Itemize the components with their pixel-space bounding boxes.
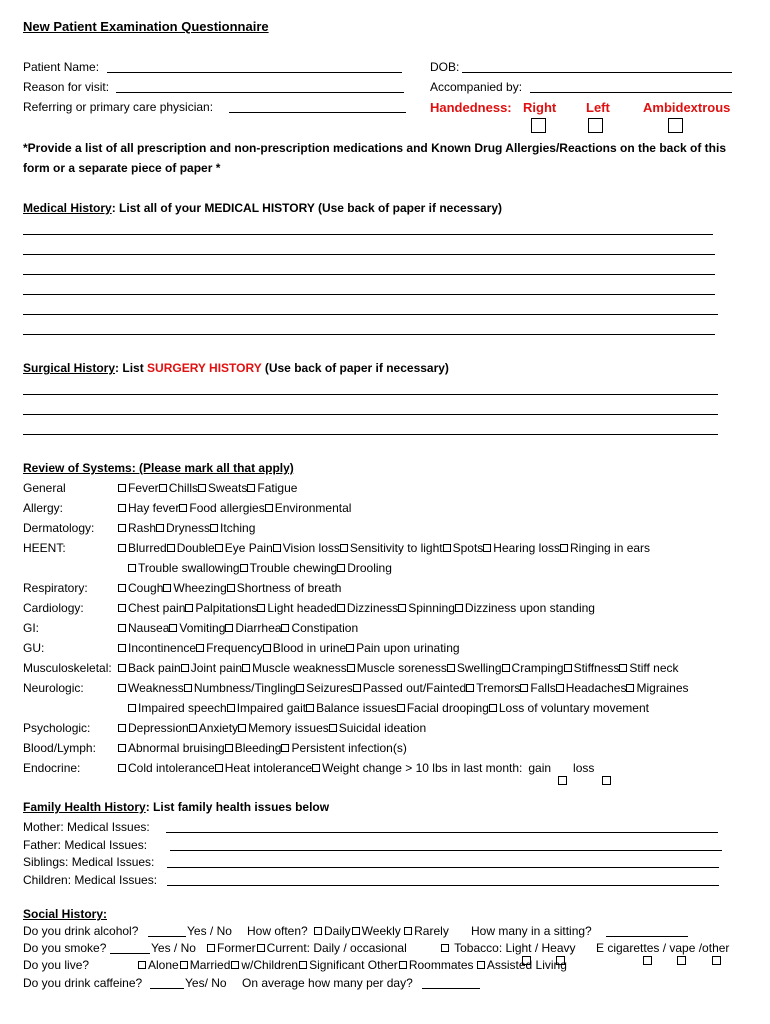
ros-option-label: Cold intolerance — [128, 761, 215, 775]
ros-checkbox[interactable] — [273, 544, 281, 552]
ros-checkbox[interactable] — [159, 484, 167, 492]
other-checkbox[interactable] — [712, 956, 721, 965]
ros-checkbox[interactable] — [353, 684, 361, 692]
ros-option-label: Dryness — [166, 521, 211, 535]
ros-row-label: Allergy: — [23, 501, 64, 515]
ros-checkbox[interactable] — [118, 624, 126, 632]
ros-checkbox[interactable] — [337, 604, 345, 612]
ros-checkbox[interactable] — [306, 704, 314, 712]
ros-checkbox[interactable] — [196, 644, 204, 652]
family-row-children: Children: Medical Issues: — [23, 873, 158, 887]
ros-row-options — [128, 561, 392, 576]
ros-checkbox[interactable] — [118, 544, 126, 552]
ros-option-label: Palpitations — [195, 601, 258, 615]
former-checkbox[interactable] — [207, 944, 215, 952]
patient-name-field[interactable] — [107, 72, 402, 73]
ros-option-label: Blurred — [128, 541, 167, 555]
ros-checkbox[interactable] — [185, 604, 193, 612]
ros-row-options — [118, 741, 407, 756]
ros-checkbox[interactable] — [118, 524, 126, 532]
ros-checkbox[interactable] — [118, 664, 126, 672]
weight-loss-label: loss — [573, 761, 595, 775]
weight-gain-label: gain — [528, 761, 552, 775]
ros-heading: Review of Systems: (Please mark all that apply) — [23, 461, 294, 475]
assisted-living-checkbox[interactable] — [477, 961, 485, 969]
family-row-siblings: Siblings: Medical Issues: — [23, 855, 155, 869]
ros-row-label: Neurologic: — [23, 681, 84, 695]
significant-other-checkbox[interactable] — [299, 961, 307, 969]
ros-row-label: GI: — [23, 621, 40, 635]
surgical-history-title: Surgical History — [23, 361, 116, 375]
social-history-heading: Social History: — [23, 907, 108, 921]
ros-option-label: Cough — [128, 581, 164, 595]
family-row-mother: Mother: Medical Issues: — [23, 820, 150, 834]
ros-option-label: Vomiting — [179, 621, 226, 635]
ros-option-label: Hearing loss — [493, 541, 560, 555]
ros-checkbox[interactable] — [483, 544, 491, 552]
ros-row-options — [118, 541, 650, 556]
ros-checkbox[interactable] — [227, 704, 235, 712]
children-label: w/Children — [241, 958, 299, 972]
ros-option-label: Memory issues — [248, 721, 329, 735]
accompanied-field[interactable] — [530, 92, 732, 93]
caffeine-answer-field[interactable] — [150, 988, 184, 989]
ros-option-label: Drooling — [347, 561, 392, 575]
family-mother-field[interactable] — [166, 832, 718, 833]
ros-row-options — [118, 601, 595, 616]
handedness-ambidextrous-checkbox[interactable] — [668, 118, 683, 133]
ros-checkbox[interactable] — [215, 544, 223, 552]
ros-option-label: Weight change > 10 lbs in last month: — [322, 761, 523, 775]
ros-checkbox[interactable] — [489, 704, 497, 712]
ros-option-label: Nausea — [128, 621, 170, 635]
ros-checkbox[interactable] — [240, 564, 248, 572]
handedness-ambidextrous-label: Ambidextrous — [643, 100, 731, 115]
ros-checkbox[interactable] — [247, 484, 255, 492]
ros-option-label: Sensitivity to light — [349, 541, 443, 555]
weight-loss-checkbox[interactable] — [602, 776, 611, 785]
weight-gain-checkbox[interactable] — [558, 776, 567, 785]
ros-checkbox[interactable] — [281, 624, 289, 632]
patient-name-label: Patient Name: — [23, 60, 100, 74]
ros-option-label: Itching — [220, 521, 256, 535]
ros-checkbox[interactable] — [312, 764, 320, 772]
ros-checkbox[interactable] — [238, 724, 246, 732]
ros-checkbox[interactable] — [118, 604, 126, 612]
surgical-history-line[interactable] — [23, 394, 718, 395]
ros-option-label: Weakness — [128, 681, 184, 695]
ros-checkbox[interactable] — [520, 684, 528, 692]
reason-label: Reason for visit: — [23, 80, 110, 94]
ros-option-label: Cramping — [511, 661, 564, 675]
ros-option-label: Fever — [128, 481, 159, 495]
ros-checkbox[interactable] — [118, 764, 126, 772]
alcohol-options — [314, 924, 449, 939]
ros-checkbox[interactable] — [397, 704, 405, 712]
medical-history-line[interactable] — [23, 234, 713, 235]
live-options — [138, 958, 567, 973]
current-checkbox[interactable] — [257, 944, 265, 952]
ecig-label: E cigarettes / vape /other — [596, 941, 730, 955]
ros-option-label: Spinning — [408, 601, 455, 615]
ros-checkbox[interactable] — [210, 524, 218, 532]
ros-option-label: Stiffness — [573, 661, 620, 675]
ros-checkbox[interactable] — [340, 544, 348, 552]
ros-row-options — [118, 501, 351, 516]
rarely-checkbox[interactable] — [404, 927, 412, 935]
ros-checkbox[interactable] — [466, 684, 474, 692]
alone-checkbox[interactable] — [138, 961, 146, 969]
family-history-heading — [23, 800, 329, 815]
alcohol-answer-field[interactable] — [148, 936, 186, 937]
ros-row-label: General — [23, 481, 66, 495]
ros-option-label: Constipation — [291, 621, 359, 635]
ros-option-label: Swelling — [456, 661, 502, 675]
smoke-question: Do you smoke? — [23, 941, 107, 955]
tobacco-label: Tobacco: Light / Heavy — [454, 941, 576, 955]
married-label: Married — [189, 958, 231, 972]
ros-option-label: Facial drooping — [406, 701, 489, 715]
family-history-instruction: : List family health issues below — [145, 800, 330, 814]
referring-label: Referring or primary care physician: — [23, 100, 214, 114]
ros-option-label: Stiff neck — [629, 661, 679, 675]
ros-option-label: Headaches — [565, 681, 627, 695]
surgical-history-line[interactable] — [23, 414, 718, 415]
medical-history-heading — [23, 201, 502, 216]
ros-option-label: Light headed — [267, 601, 337, 615]
ros-option-label: Chest pain — [128, 601, 186, 615]
ros-checkbox[interactable] — [296, 684, 304, 692]
handedness-left-checkbox[interactable] — [588, 118, 603, 133]
smoke-answer-field[interactable] — [110, 953, 150, 954]
ros-option-label: Falls — [530, 681, 556, 695]
medical-history-line[interactable] — [23, 294, 715, 295]
medications-note-line2: form or a separate piece of paper * — [23, 161, 221, 175]
ros-option-label: Joint pain — [190, 661, 243, 675]
ros-checkbox[interactable] — [447, 664, 455, 672]
medications-note-line1: *Provide a list of all prescription and non-prescription medications and Known Drug Allergies/Reactions on the back of this — [23, 141, 726, 155]
ros-checkbox[interactable] — [181, 664, 189, 672]
ros-option-label: Sweats — [208, 481, 248, 495]
ros-checkbox[interactable] — [347, 664, 355, 672]
ros-option-label: Tremors — [476, 681, 521, 695]
ros-row-label: Blood/Lymph: — [23, 741, 96, 755]
ros-option-label: Migraines — [636, 681, 689, 695]
family-row-father: Father: Medical Issues: — [23, 838, 148, 852]
ros-checkbox[interactable] — [337, 564, 345, 572]
ros-option-label: Seizures — [306, 681, 353, 695]
ros-checkbox[interactable] — [128, 564, 136, 572]
medical-history-line[interactable] — [23, 254, 715, 255]
ros-checkbox[interactable] — [128, 704, 136, 712]
rarely-label: Rarely — [414, 924, 449, 938]
vape-checkbox[interactable] — [677, 956, 686, 965]
ros-option-label: Suicidal ideation — [338, 721, 427, 735]
ros-checkbox[interactable] — [329, 724, 337, 732]
ros-checkbox[interactable] — [118, 644, 126, 652]
ros-option-label: Depression — [128, 721, 189, 735]
ros-option-label: Passed out/Fainted — [362, 681, 467, 695]
accompanied-label: Accompanied by: — [430, 80, 523, 94]
page-title: New Patient Examination Questionnaire — [23, 19, 269, 34]
ros-checkbox[interactable] — [118, 684, 126, 692]
ros-checkbox[interactable] — [225, 744, 233, 752]
ros-option-label: Trouble chewing — [249, 561, 338, 575]
ros-option-label: Bleeding — [234, 741, 282, 755]
surgical-history-prefix: : List — [115, 361, 148, 375]
medical-history-line[interactable] — [23, 314, 718, 315]
ros-row-options — [118, 621, 358, 636]
dob-label: DOB: — [430, 60, 460, 74]
ros-option-label: Impaired speech — [138, 701, 227, 715]
significant-other-label: Significant Other — [309, 958, 398, 972]
daily-label: Daily — [324, 924, 351, 938]
ros-checkbox[interactable] — [619, 664, 627, 672]
ros-option-label: Vision loss — [282, 541, 340, 555]
ros-option-label: Environmental — [274, 501, 352, 515]
ros-checkbox[interactable] — [257, 604, 265, 612]
ros-checkbox[interactable] — [502, 664, 510, 672]
medical-history-line[interactable] — [23, 274, 715, 275]
ros-option-label: Persistent infection(s) — [291, 741, 407, 755]
married-checkbox[interactable] — [180, 961, 188, 969]
ros-option-label: Numbness/Tingling — [193, 681, 297, 695]
weekly-checkbox[interactable] — [352, 927, 360, 935]
ros-checkbox[interactable] — [118, 724, 126, 732]
ros-row-options — [118, 521, 255, 536]
weekly-label: Weekly — [361, 924, 401, 938]
ros-option-label: Double — [176, 541, 215, 555]
ros-checkbox[interactable] — [169, 624, 177, 632]
alcohol-sitting-field[interactable] — [606, 936, 688, 937]
ros-row-options — [118, 481, 297, 496]
ros-checkbox[interactable] — [118, 484, 126, 492]
current-label: Current: Daily / occasional — [266, 941, 407, 955]
ros-checkbox[interactable] — [184, 684, 192, 692]
ros-option-label: Pain upon urinating — [356, 641, 460, 655]
ros-option-label: Abnormal bruising — [128, 741, 225, 755]
ros-checkbox[interactable] — [225, 624, 233, 632]
surgical-history-line[interactable] — [23, 434, 718, 435]
ros-row-options — [118, 661, 679, 676]
ros-checkbox[interactable] — [179, 504, 187, 512]
ros-option-label: Loss of voluntary movement — [498, 701, 649, 715]
family-father-field[interactable] — [170, 850, 722, 851]
ros-option-label: Ringing in ears — [570, 541, 651, 555]
ros-row-label: Endocrine: — [23, 761, 81, 775]
ros-option-label: Trouble swallowing — [138, 561, 240, 575]
ros-checkbox[interactable] — [118, 584, 126, 592]
ros-option-label: Muscle weakness — [252, 661, 347, 675]
ros-option-label: Chills — [168, 481, 199, 495]
medical-history-instruction: : List all of your MEDICAL HISTORY (Use back of paper if necessary) — [111, 201, 503, 215]
children-checkbox[interactable] — [231, 961, 239, 969]
ros-checkbox[interactable] — [156, 524, 164, 532]
reason-field[interactable] — [116, 92, 404, 93]
surgical-history-suffix: (Use back of paper if necessary) — [261, 361, 449, 375]
ros-option-label: Shortness of breath — [236, 581, 342, 595]
alcohol-question: Do you drink alcohol? — [23, 924, 139, 938]
caffeine-question: Do you drink caffeine? — [23, 976, 143, 990]
caffeine-per-day-field[interactable] — [422, 988, 480, 989]
ros-row-label: GU: — [23, 641, 45, 655]
ros-option-label: Heat intolerance — [224, 761, 313, 775]
handedness-right-label: Right — [523, 100, 557, 115]
ros-row-options — [118, 681, 689, 696]
alcohol-yes-no: Yes / No — [187, 924, 232, 938]
alcohol-how-often: How often? — [247, 924, 308, 938]
ros-row-label: Psychologic: — [23, 721, 91, 735]
ros-checkbox[interactable] — [242, 664, 250, 672]
ros-option-label: Dizziness — [346, 601, 399, 615]
ros-checkbox[interactable] — [346, 644, 354, 652]
ros-option-label: Incontinence — [128, 641, 197, 655]
ecig-checkbox[interactable] — [643, 956, 652, 965]
roommates-label: Roommates — [408, 958, 474, 972]
ros-option-label: Food allergies — [189, 501, 265, 515]
ros-row-label: Dermatology: — [23, 521, 95, 535]
ros-row-label: Cardiology: — [23, 601, 84, 615]
ros-option-label: Muscle soreness — [356, 661, 447, 675]
ros-option-label: Impaired gait — [236, 701, 307, 715]
ros-checkbox[interactable] — [198, 484, 206, 492]
handedness-label: Handedness: — [430, 100, 512, 115]
alone-label: Alone — [148, 958, 179, 972]
referring-field[interactable] — [229, 112, 406, 113]
surgical-history-red: SURGERY HISTORY — [147, 361, 262, 375]
ros-checkbox[interactable] — [443, 544, 451, 552]
ros-option-label: Fatigue — [257, 481, 298, 495]
ros-checkbox[interactable] — [189, 724, 197, 732]
live-question: Do you live? — [23, 958, 90, 972]
ros-checkbox[interactable] — [118, 504, 126, 512]
ros-option-label: Anxiety — [198, 721, 239, 735]
ros-option-label: Diarrhea — [235, 621, 282, 635]
ros-checkbox[interactable] — [560, 544, 568, 552]
ros-row-label: Respiratory: — [23, 581, 88, 595]
ros-option-label: Eye Pain — [224, 541, 273, 555]
alcohol-sitting: How many in a sitting? — [471, 924, 592, 938]
ros-checkbox[interactable] — [556, 684, 564, 692]
ros-option-label: Dizziness upon standing — [464, 601, 595, 615]
ros-checkbox[interactable] — [167, 544, 175, 552]
smoke-options — [207, 941, 407, 956]
medical-history-title: Medical History — [23, 201, 112, 215]
tobacco-checkbox[interactable] — [441, 944, 449, 952]
daily-checkbox[interactable] — [314, 927, 322, 935]
ros-checkbox[interactable] — [281, 744, 289, 752]
former-label: Former — [217, 941, 256, 955]
surgical-history-heading — [23, 361, 449, 376]
ros-checkbox[interactable] — [265, 504, 273, 512]
ros-checkbox[interactable] — [118, 744, 126, 752]
family-children-field[interactable] — [167, 885, 719, 886]
ros-row-options — [118, 721, 426, 736]
ros-option-label: Rash — [128, 521, 157, 535]
medical-history-line[interactable] — [23, 334, 715, 335]
ros-checkbox[interactable] — [564, 664, 572, 672]
ros-row-options — [128, 701, 649, 716]
ros-checkbox[interactable] — [455, 604, 463, 612]
ros-option-label: Wheezing — [173, 581, 227, 595]
ros-option-label: Spots — [452, 541, 484, 555]
ros-option-label: Balance issues — [316, 701, 397, 715]
ros-checkbox[interactable] — [163, 584, 171, 592]
ros-row-options — [118, 761, 594, 776]
ros-checkbox[interactable] — [263, 644, 271, 652]
handedness-left-label: Left — [586, 100, 610, 115]
caffeine-per-day: On average how many per day? — [242, 976, 413, 990]
ros-checkbox[interactable] — [626, 684, 634, 692]
ros-row-label: Musculoskeletal: — [23, 661, 112, 675]
ros-row-options — [118, 581, 341, 596]
family-history-title: Family Health History — [23, 800, 146, 814]
ros-checkbox[interactable] — [215, 764, 223, 772]
ros-option-label: Hay fever — [128, 501, 180, 515]
assisted-living-label: Assisted Living — [486, 958, 567, 972]
ros-option-label: Back pain — [128, 661, 181, 675]
ros-row-label: HEENT: — [23, 541, 66, 555]
ros-checkbox[interactable] — [398, 604, 406, 612]
ros-option-label: Blood in urine — [272, 641, 347, 655]
roommates-checkbox[interactable] — [399, 961, 407, 969]
family-siblings-field[interactable] — [167, 867, 719, 868]
smoke-yes-no: Yes / No — [151, 941, 196, 955]
caffeine-yes-no: Yes/ No — [185, 976, 227, 990]
dob-field[interactable] — [462, 72, 732, 73]
handedness-right-checkbox[interactable] — [531, 118, 546, 133]
ros-row-options — [118, 641, 460, 656]
ros-checkbox[interactable] — [227, 584, 235, 592]
ros-option-label: Frequency — [206, 641, 263, 655]
